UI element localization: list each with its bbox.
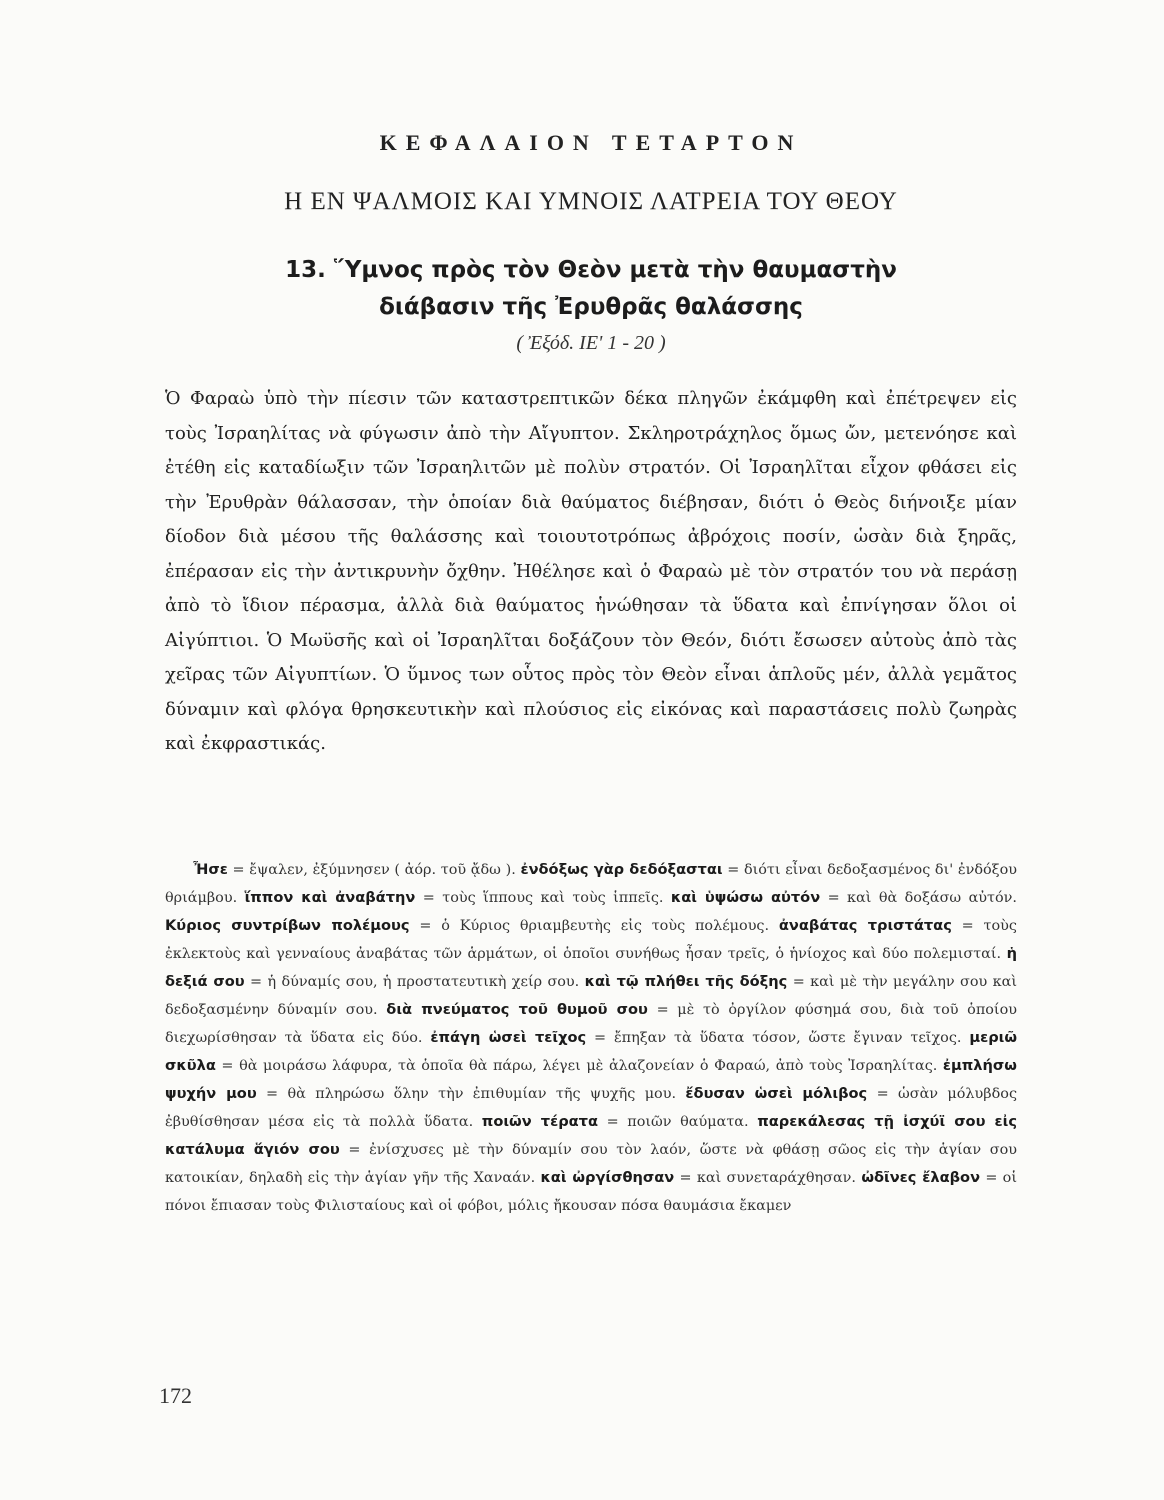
note-term: Κύριος συντρίβων πολέμους (165, 917, 410, 934)
body-paragraph: Ὁ Φαραὼ ὑπὸ τὴν πίεσιν τῶν καταστρεπτικῶν δέκα πληγῶν ἐκάμφθη καὶ ἐπέτρεψεν εἰς τοὺς Ἰσραηλίτας νὰ φύγωσιν ἀπὸ τὴν Αἴγυπτον. Σκληροτράχηλος ὅμως ὤν, μετενόησε καὶ ἐτέθη εἰς καταδίωξιν τῶν Ἰσραηλιτῶν μὲ πολὺν στρατόν. Οἱ Ἰσραηλῖται εἶχον φθάσει εἰς τὴν Ἐρυθρὰν θάλασσαν, τὴν ὁποίαν διὰ θαύματος διέβησαν, διότι ὁ Θεὸς διήνοιξε μίαν δίοδον διὰ μέσου τῆς θαλάσσης καὶ τοιουτοτρόπως ἀβρόχοις ποσίν, ὡσὰν διὰ ξηρᾶς, ἐπέρασαν εἰς τὴν ἀντικρυνὴν ὄχθην. Ἠθέλησε καὶ ὁ Φαραὼ μὲ τὸν στρατόν του νὰ περάσῃ ἀπὸ τὸ ἴδιον πέρασμα, ἀλλὰ διὰ θαύματος ἡνώθησαν τὰ ὕδατα καὶ ἐπνίγησαν ὅλοι οἱ Αἰγύπτιοι. Ὁ Μωϋσῆς καὶ οἱ Ἰσραηλῖται δοξάζουν τὸν Θεόν, διότι ἔσωσεν αὐτοὺς ἀπὸ τὰς χεῖρας τῶν Αἰγυπτίων. Ὁ ὕμνος των οὗτος πρὸς τὸν Θεὸν εἶναι ἁπλοῦς μέν, ἀλλὰ γεμᾶτος δύναμιν καὶ φλόγα θρησκευτικὴν καὶ πλούσιος εἰς εἰκόνας καὶ παραστάσεις πολὺ ζωηρὰς καὶ ἐκφραστικάς. (165, 388, 1017, 754)
section-title-line-1: 13. Ὕμνος πρὸς τὸν Θεὸν μετὰ τὴν θαυμαστὴν (285, 257, 897, 283)
note-term: καὶ τῷ πλήθει τῆς δόξης (584, 973, 788, 990)
note-gloss: = ἔπηξαν τὰ ὕδατα τόσον, ὥστε ἔγιναν τεῖχος. (586, 1030, 970, 1046)
page-number: 172 (159, 1383, 192, 1408)
book-page (159, 0, 1018, 1500)
section-title (165, 252, 1017, 326)
note-gloss: = τοὺς ἵππους καὶ τοὺς ἱππεῖς. (415, 890, 671, 906)
note-gloss: = ποιῶν θαύματα. (598, 1114, 758, 1130)
note-term: ἐμπλήσω ψυχήν μου (165, 1057, 1017, 1102)
note-term: ἐνδόξως γὰρ δεδόξασται (520, 861, 723, 878)
note-term: ἔδυσαν ὡσεὶ μόλιβος (685, 1085, 868, 1102)
section-title-line-2: διάβασιν τῆς Ἐρυθρᾶς θαλάσσης (379, 294, 803, 320)
note-gloss: = θὰ μοιράσω λάφυρα, τὰ ὁποῖα θὰ πάρω, λέγει μὲ ἀλαζονείαν ὁ Φαραώ, ἀπὸ τοὺς Ἰσραηλίτας. (215, 1058, 943, 1074)
scripture-reference: ( Ἐξόδ. ΙΕ' 1 - 20 ) (516, 332, 666, 354)
note-gloss: = ἔψαλεν, ἐξύμνησεν ( ἀόρ. τοῦ ᾄδω ). (227, 862, 521, 878)
note-term: καὶ ὑψώσω αὐτόν (670, 889, 821, 906)
note-gloss: = τοὺς ἐκλεκτοὺς καὶ γενναίους ἀναβάτας τῶν ἁρμάτων, οἱ ὁποῖοι συνήθως ἦσαν τρεῖς, ὁ ἡνίοχος καὶ δύο πολεμισταί. (165, 918, 1017, 962)
note-term: παρεκάλεσας τῇ ἰσχύϊ σου εἰς κατάλυμα ἅγιόν σου (165, 1113, 1018, 1158)
note-gloss: = διότι εἶναι δεδοξασμένος δι' ἐνδόξου θριάμβου. (165, 862, 1017, 906)
note-term: ὠδῖνες ἔλαβον (861, 1169, 981, 1186)
note-gloss: = ἐνίσχυσες μὲ τὴν δύναμίν σου τὸν λαόν, ὥστε νὰ φθάσῃ σῶος εἰς τὴν ἁγίαν σου κατοικίαν, δηλαδὴ εἰς τὴν ἁγίαν γῆν τῆς Χαναάν. (165, 1142, 1017, 1186)
note-term: ἀναβάτας τριστάτας (778, 917, 952, 934)
glossary-notes (165, 856, 1017, 1220)
note-term: καὶ ὠργίσθησαν (540, 1169, 675, 1186)
note-gloss: = καὶ μὲ τὴν μεγάλην σου καὶ δεδοξασμένην δύναμίν σου. (165, 974, 1018, 1018)
note-gloss: = καὶ θὰ δοξάσω αὐτόν. (820, 890, 1017, 906)
note-term: ἐπάγη ὡσεὶ τεῖχος (430, 1029, 587, 1046)
note-term: ἡ δεξιά σου (165, 945, 1017, 990)
chapter-heading: ΚΕΦΑΛΑΙΟΝ ΤΕΤΑΡΤΟΝ (379, 130, 803, 155)
note-gloss: = οἱ πόνοι ἔπιασαν τοὺς Φιλισταίους καὶ οἱ φόβοι, μόλις ἤκουσαν πόσα θαυμάσια ἔκαμεν (165, 1170, 1017, 1214)
note-gloss: = ἡ δύναμίς σου, ἡ προστατευτικὴ χείρ σου. (244, 974, 585, 990)
chapter-subtitle: Η ΕΝ ΨΑΛΜΟΙΣ ΚΑΙ ΥΜΝΟΙΣ ΛΑΤΡΕΙΑ ΤΟΥ ΘΕΟΥ (284, 188, 898, 215)
note-gloss: = ὁ Κύριος θριαμβευτὴς εἰς τοὺς πολέμους. (409, 918, 779, 934)
note-term: Ἦσε (193, 861, 228, 878)
note-term: ποιῶν τέρατα (481, 1113, 599, 1130)
note-term: ἵππον καὶ ἀναβάτην (244, 889, 416, 906)
note-gloss: = θὰ πληρώσω ὅλην τὴν ἐπιθυμίαν τῆς ψυχῆς μου. (256, 1086, 686, 1102)
note-gloss: = ὡσὰν μόλυβδος ἐβυθίσθησαν μέσα εἰς τὰ πολλὰ ὕδατα. (165, 1086, 1017, 1130)
note-gloss: = μὲ τὸ ὀργίλον φύσημά σου, διὰ τοῦ ὁποίου διεχωρίσθησαν τὰ ὕδατα εἰς δύο. (165, 1002, 1017, 1046)
note-term: μεριῶ σκῦλα (165, 1029, 1018, 1074)
note-term: διὰ πνεύματος τοῦ θυμοῦ σου (386, 1001, 648, 1018)
note-gloss: = καὶ συνεταράχθησαν. (674, 1170, 862, 1186)
